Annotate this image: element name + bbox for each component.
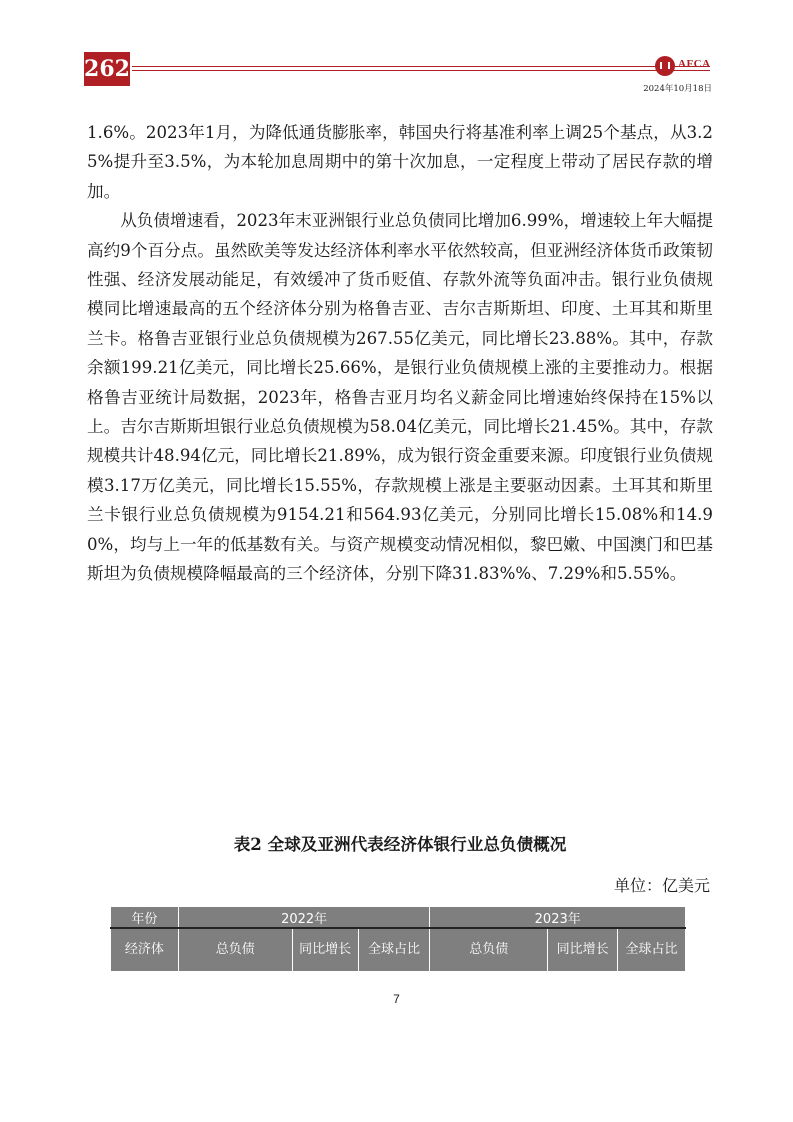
table-title: 表2 全球及亚洲代表经济体银行业总负债概况 <box>233 834 567 854</box>
issue-number-badge: 262 <box>84 52 130 86</box>
header-2022-global-share: 全球占比 <box>358 928 430 972</box>
header-year-2022: 2022年 <box>178 907 430 929</box>
body-text <box>87 118 713 589</box>
afca-logo-icon <box>655 56 675 76</box>
header-2023-total-liabilities: 总负债 <box>430 928 548 972</box>
paragraph-liability-growth: 从负债增速看，2023年末亚洲银行业总负债同比增加6.99%，增速较上年大幅提高约9个百分点。虽然欧美等发达经济体利率水平依然较高，但亚洲经济体货币政策韧性强、经济发展动能足，有效缓冲了货币贬值、存款外流等负面冲击。银行业负债规模同比增速最高的五个经济体分别为格鲁吉亚、吉尔吉斯斯坦、印度、土耳其和斯里兰卡。格鲁吉亚银行业总负债规模为267.55亿美元，同比增长23.88%。其中，存款余额199.21亿美元，同比增长25.66%，是银行业负债规模上涨的主要推动力。根据格鲁吉亚统计局数据，2023年，格鲁吉亚月均名义薪金同比增速始终保持在15%以上。吉尔吉斯斯坦银行业总负债规模为58.04亿美元，同比增长21.45%。其中，存款规模共计48.94亿元，同比增长21.89%，成为银行资金重要来源。印度银行业负债规模3.17万亿美元，同比增长15.55%，存款规模上涨是主要驱动因素。土耳其和斯里兰卡银行业总负债规模为9154.21和564.93亿美元，分别同比增长15.08%和14.90%，均与上一年的低基数有关。与资产规模变动情况相似，黎巴嫩、中国澳门和巴基斯坦为负债规模降幅最高的三个经济体，分别下降31.83%%、7.29%和5.55%。 <box>87 211 713 584</box>
header-rule <box>132 66 710 67</box>
header-date: 2024年10月18日 <box>643 84 712 94</box>
table-unit: 单位：亿美元 <box>613 876 710 895</box>
header-year-2023: 2023年 <box>430 907 686 929</box>
paragraph-continuation: 1.6%。2023年1月，为降低通货膨胀率，韩国央行将基准利率上调25个基点，从3.25%提升至3.5%，为本轮加息周期中的第十次加息，一定程度上带动了居民存款的增加。 <box>87 123 713 201</box>
header-year-label: 年份 <box>111 907 179 929</box>
page-header <box>0 0 793 100</box>
afca-logo-text: AFCA <box>678 58 711 70</box>
header-2022-total-liabilities: 总负债 <box>178 928 292 972</box>
header-economy: 经济体 <box>111 928 179 972</box>
page-number: 7 <box>393 992 400 1006</box>
liability-summary-table <box>110 906 686 972</box>
table-header-row-year <box>111 907 686 929</box>
header-2023-global-share: 全球占比 <box>618 928 686 972</box>
header-2023-yoy-growth: 同比增长 <box>548 928 618 972</box>
header-rule-secondary <box>132 70 710 71</box>
header-2022-yoy-growth: 同比增长 <box>292 928 358 972</box>
table-header-row-metrics <box>111 928 686 972</box>
